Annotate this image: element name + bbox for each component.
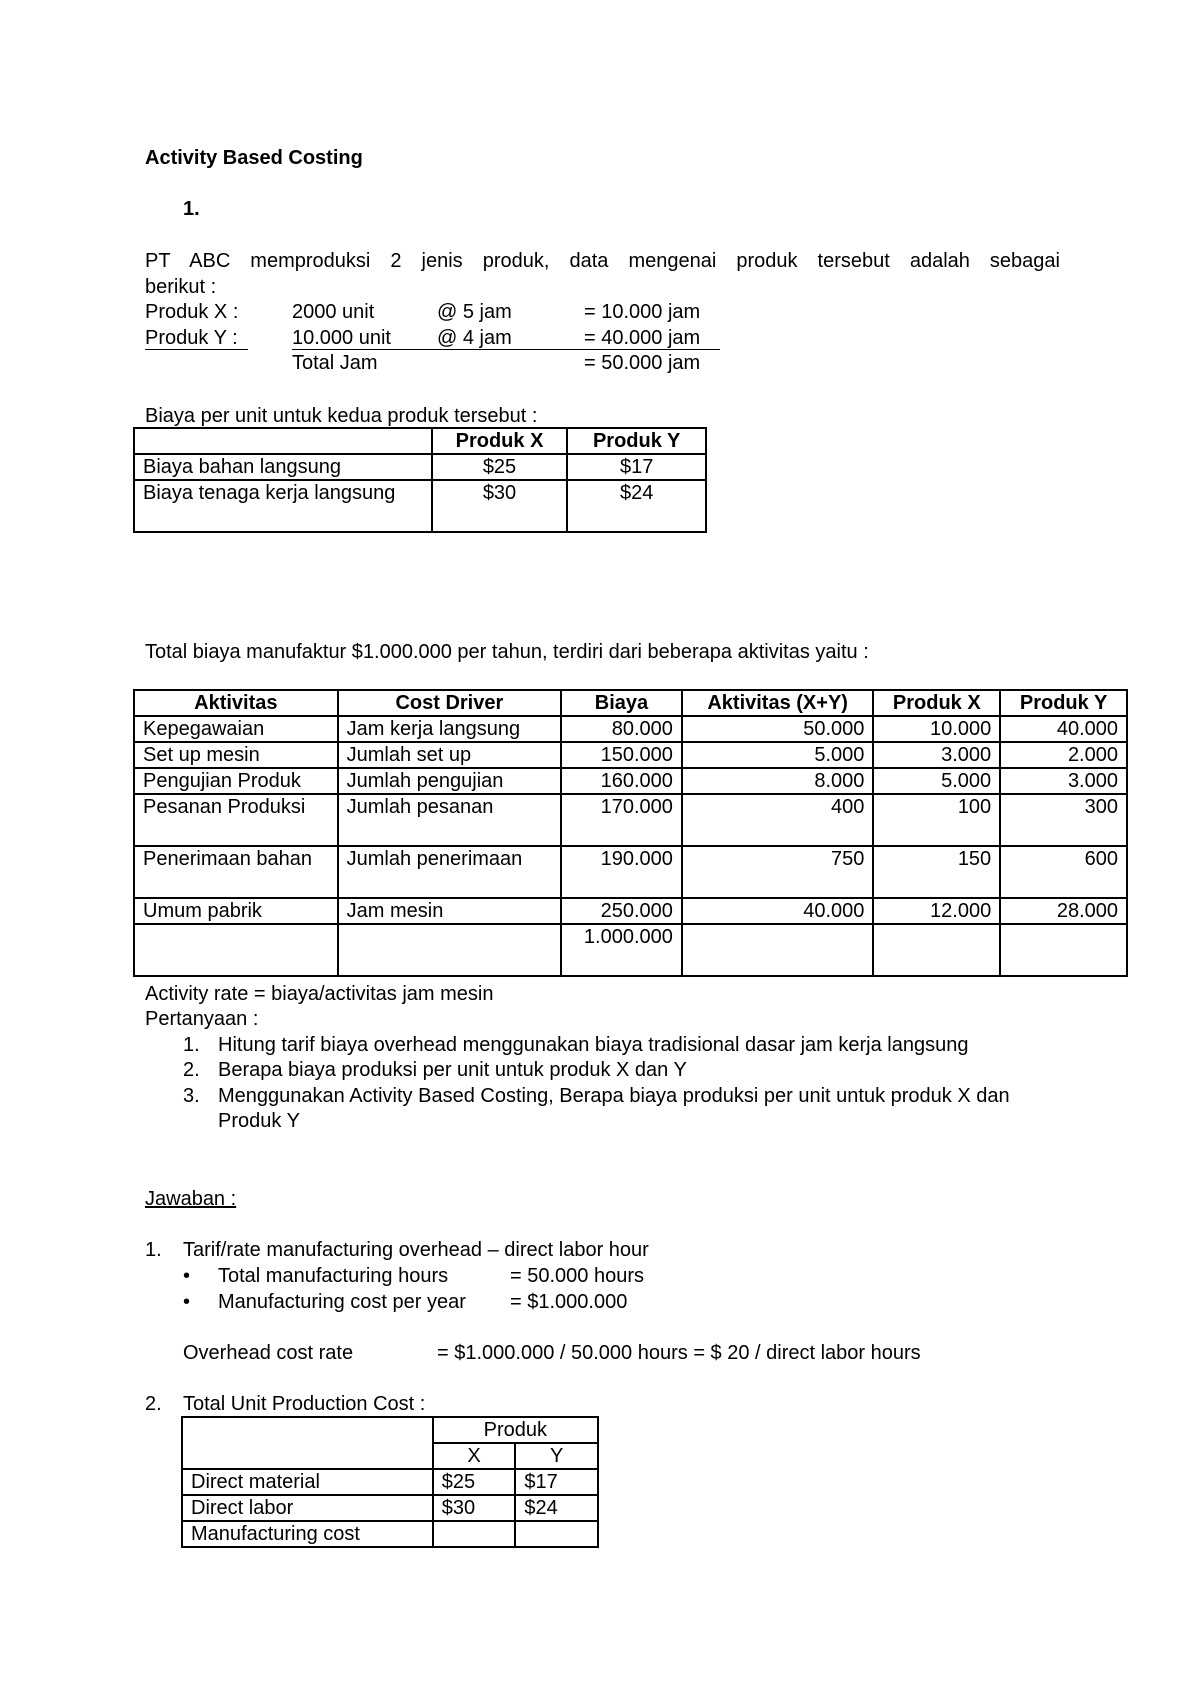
table-cell: Jumlah penerimaan	[338, 846, 561, 898]
table-cell: $24	[515, 1495, 598, 1521]
question-number: 1.	[183, 1034, 200, 1056]
table-cell: 600	[1000, 846, 1127, 898]
table-cell: Kepegawaian	[134, 716, 338, 742]
hours-total-value: = 50.000 jam	[584, 352, 701, 374]
table-cell: Set up mesin	[134, 742, 338, 768]
table-header-row	[182, 1417, 598, 1443]
table-row	[134, 454, 706, 480]
table-cell: 10.000	[873, 716, 1000, 742]
table-cell: 80.000	[561, 716, 682, 742]
table-header: Produk X	[432, 428, 568, 454]
production-cost-table	[181, 1416, 599, 1548]
hours-x-units: 2000 unit	[292, 301, 375, 323]
question-number: 3.	[183, 1085, 200, 1107]
table-header	[134, 428, 432, 454]
table-cell	[1000, 924, 1127, 976]
hours-x-total: = 10.000 jam	[584, 301, 701, 323]
hours-y-label: Produk Y :	[145, 327, 238, 349]
table-cell: 160.000	[561, 768, 682, 794]
table-cell	[134, 924, 338, 976]
table-header-row	[134, 428, 706, 454]
table-row	[134, 898, 1127, 924]
answer-number: 2.	[145, 1393, 162, 1415]
questions-label: Pertanyaan :	[145, 1008, 259, 1030]
table-cell: 40.000	[1000, 716, 1127, 742]
table-row	[134, 742, 1127, 768]
answer-number: 1.	[145, 1239, 162, 1261]
underline-y-label	[145, 349, 248, 350]
table-cell: Pengujian Produk	[134, 768, 338, 794]
table-header: Cost Driver	[338, 690, 561, 716]
table-cell: $30	[433, 1495, 516, 1521]
table-cell: 28.000	[1000, 898, 1127, 924]
page-title: Activity Based Costing	[145, 147, 363, 169]
table-header: Produk Y	[1000, 690, 1127, 716]
intro-line-1: PT ABC memproduksi 2 jenis produk, data mengenai produk tersebut adalah sebagai	[145, 250, 1060, 272]
table-cell: 100	[873, 794, 1000, 846]
table-cell: 2.000	[1000, 742, 1127, 768]
bullet-value: = 50.000 hours	[510, 1265, 644, 1287]
activity-rate-text: Activity rate = biaya/activitas jam mesin	[145, 983, 494, 1005]
manufacturing-caption: Total biaya manufaktur $1.000.000 per tahun, terdiri dari beberapa aktivitas yaitu :	[145, 641, 869, 663]
table-cell: $17	[515, 1469, 598, 1495]
question-text: Menggunakan Activity Based Costing, Berapa biaya produksi per unit untuk produk X dan Produk Y	[218, 1085, 1010, 1132]
table-row	[134, 768, 1127, 794]
table-header: Y	[515, 1443, 598, 1469]
table-cell: Direct material	[182, 1469, 433, 1495]
hours-y-rate: @ 4 jam	[437, 327, 512, 349]
table-cell: $25	[433, 1469, 516, 1495]
table-group-header: Produk	[433, 1417, 598, 1443]
table-cell	[873, 924, 1000, 976]
table-cell: $17	[567, 454, 706, 480]
unit-cost-caption: Biaya per unit untuk kedua produk tersebut :	[145, 405, 538, 427]
table-header: Aktivitas	[134, 690, 338, 716]
table-cell: Jumlah set up	[338, 742, 561, 768]
table-row	[134, 716, 1127, 742]
table-cell: 50.000	[682, 716, 874, 742]
table-cell: Pesanan Produksi	[134, 794, 338, 846]
bullet-label: Total manufacturing hours	[218, 1265, 449, 1287]
table-cell: 250.000	[561, 898, 682, 924]
table-header: Produk X	[873, 690, 1000, 716]
hours-x-rate: @ 5 jam	[437, 301, 512, 323]
table-cell: 190.000	[561, 846, 682, 898]
section-number: 1.	[183, 198, 200, 220]
answers-label: Jawaban :	[145, 1188, 237, 1210]
table-cell: 750	[682, 846, 874, 898]
hours-total-label: Total Jam	[292, 352, 378, 374]
table-cell	[182, 1417, 433, 1469]
table-cell: Jam mesin	[338, 898, 561, 924]
answer1-title: Tarif/rate manufacturing overhead – direct labor hour	[183, 1239, 649, 1261]
table-cell: 150	[873, 846, 1000, 898]
bullet-icon: •	[183, 1291, 191, 1313]
unit-cost-table	[133, 427, 707, 533]
table-cell: 150.000	[561, 742, 682, 768]
table-cell: $24	[567, 480, 706, 532]
table-row	[134, 480, 706, 532]
table-cell: Biaya bahan langsung	[134, 454, 432, 480]
hours-y-units: 10.000 unit	[292, 327, 391, 349]
table-header: Produk Y	[567, 428, 706, 454]
table-cell: $30	[432, 480, 568, 532]
question-number: 2.	[183, 1059, 200, 1081]
underline-y-row	[292, 349, 720, 350]
intro-line-2: berikut :	[145, 276, 217, 298]
table-header: Aktivitas (X+Y)	[682, 690, 874, 716]
table-cell: 3.000	[873, 742, 1000, 768]
table-cell	[682, 924, 874, 976]
table-cell: Biaya tenaga kerja langsung	[134, 480, 432, 532]
table-header: X	[433, 1443, 516, 1469]
hours-x-label: Produk X :	[145, 301, 239, 323]
table-cell: Jumlah pengujian	[338, 768, 561, 794]
table-cell: 5.000	[682, 742, 874, 768]
table-row	[182, 1469, 598, 1495]
table-cell: Umum pabrik	[134, 898, 338, 924]
table-cell: 8.000	[682, 768, 874, 794]
table-cell	[515, 1521, 598, 1547]
question-text: Hitung tarif biaya overhead menggunakan biaya tradisional dasar jam kerja langsung	[218, 1034, 969, 1056]
table-row	[182, 1521, 598, 1547]
table-cell: Manufacturing cost	[182, 1521, 433, 1547]
table-cell: Jumlah pesanan	[338, 794, 561, 846]
table-cell: Penerimaan bahan	[134, 846, 338, 898]
bullet-label: Manufacturing cost per year	[218, 1291, 466, 1313]
table-row	[182, 1495, 598, 1521]
table-cell: $25	[432, 454, 568, 480]
table-cell: 3.000	[1000, 768, 1127, 794]
table-cell: 5.000	[873, 768, 1000, 794]
bullet-value: = $1.000.000	[510, 1291, 628, 1313]
table-row	[134, 794, 1127, 846]
table-cell: 40.000	[682, 898, 874, 924]
table-cell-total: 1.000.000	[561, 924, 682, 976]
table-header-row	[134, 690, 1127, 716]
table-cell: 300	[1000, 794, 1127, 846]
table-cell	[338, 924, 561, 976]
table-cell: Direct labor	[182, 1495, 433, 1521]
table-row	[134, 846, 1127, 898]
table-cell: Jam kerja langsung	[338, 716, 561, 742]
overhead-value: = $1.000.000 / 50.000 hours = $ 20 / direct labor hours	[437, 1342, 921, 1364]
hours-y-total: = 40.000 jam	[584, 327, 701, 349]
table-cell: 12.000	[873, 898, 1000, 924]
answer2-title: Total Unit Production Cost :	[183, 1393, 426, 1415]
activity-table	[133, 689, 1128, 977]
table-header: Biaya	[561, 690, 682, 716]
table-cell: 170.000	[561, 794, 682, 846]
table-cell: 400	[682, 794, 874, 846]
bullet-icon: •	[183, 1265, 191, 1287]
question-text: Berapa biaya produksi per unit untuk produk X dan Y	[218, 1059, 687, 1081]
overhead-label: Overhead cost rate	[183, 1342, 354, 1364]
table-cell	[433, 1521, 516, 1547]
table-total-row	[134, 924, 1127, 976]
